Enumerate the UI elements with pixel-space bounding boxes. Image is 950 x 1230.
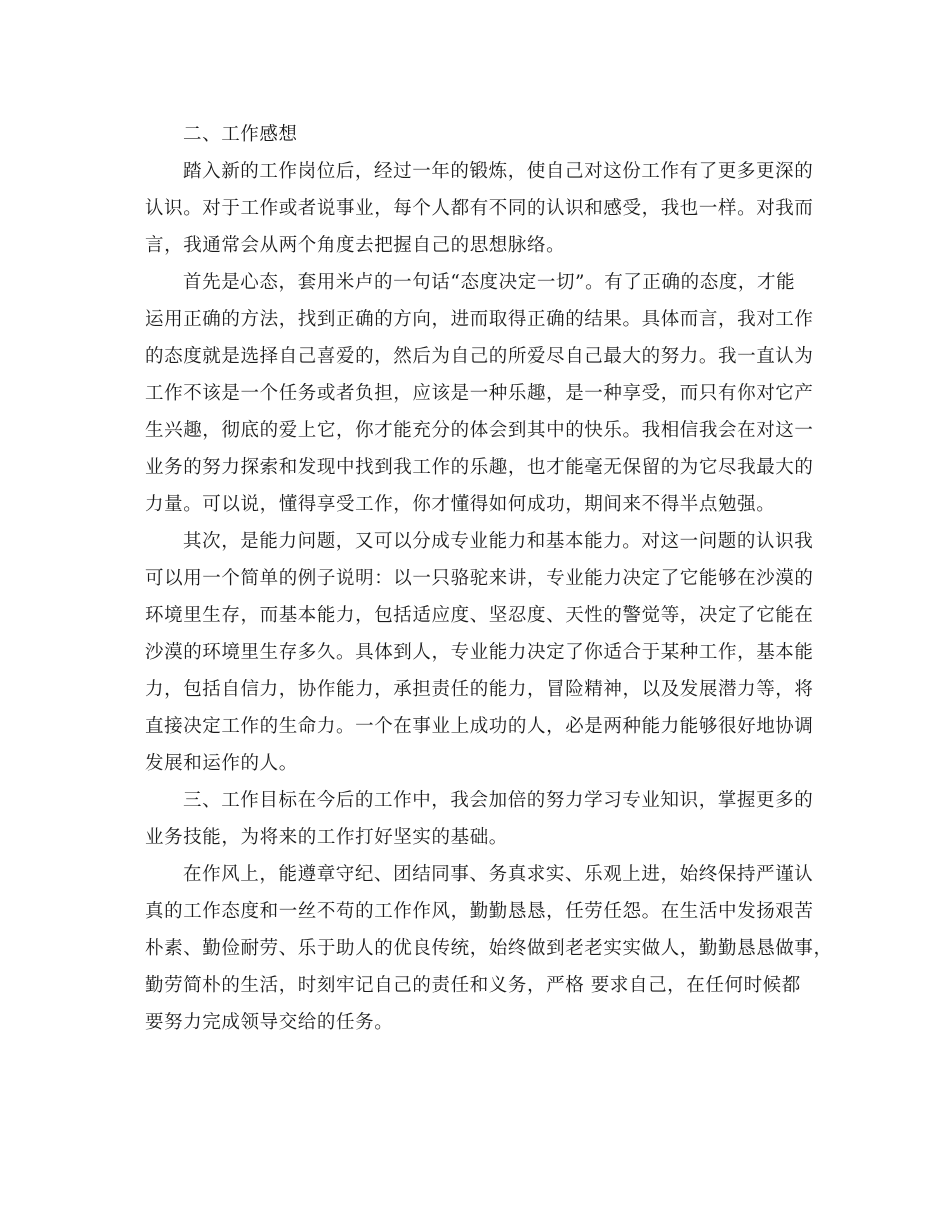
paragraph-line: 可以用一个简单的例子说明：以一只骆驼来讲，专业能力决定了它能够在沙漠的 — [145, 568, 814, 589]
paragraph-line: 朴素、勤俭耐劳、乐于助人的优良传统，始终做到老老实实做人，勤勤恳恳做事， — [145, 938, 833, 959]
paragraph-line: 认识。对于工作或者说事业，每个人都有不同的认识和感受，我也一样。对我而 — [145, 198, 814, 219]
paragraph-line: 环境里生存，而基本能力，包括适应度、坚忍度、天性的警觉等，决定了它能在 — [145, 605, 814, 626]
paragraph-line: 言，我通常会从两个角度去把握自己的思想脉络。 — [145, 235, 566, 256]
paragraph-line: 其次，是能力问题，又可以分成专业能力和基本能力。对这一问题的认识我 — [183, 531, 814, 552]
paragraph-line: 要努力完成领导交给的任务。 — [145, 1012, 394, 1033]
paragraph-line: 首先是心态，套用米卢的一句话“态度决定一切”。有了正确的态度，才能 — [183, 272, 796, 293]
section-heading-work-reflections: 二、工作感想 — [183, 124, 298, 145]
paragraph-line: 直接决定工作的生命力。一个在事业上成功的人，必是两种能力能够很好地协调 — [145, 716, 814, 737]
paragraph-line: 工作不该是一个任务或者负担，应该是一种乐趣，是一种享受，而只有你对它产 — [145, 383, 814, 404]
paragraph-line: 力量。可以说，懂得享受工作，你才懂得如何成功，期间来不得半点勉强。 — [145, 494, 776, 515]
paragraph-line: 在作风上，能遵章守纪、团结同事、务真求实、乐观上进，始终保持严谨认 — [183, 864, 814, 885]
paragraph-line: 业务的努力探索和发现中找到我工作的乐趣，也才能毫无保留的为它尽我最大的 — [145, 457, 814, 478]
paragraph-line: 真的工作态度和一丝不苟的工作作风，勤勤恳恳，任劳任怨。在生活中发扬艰苦 — [145, 901, 814, 922]
paragraph-line: 生兴趣，彻底的爱上它，你才能充分的体会到其中的快乐。我相信我会在对这一 — [145, 420, 814, 441]
paragraph-line: 力，包括自信力，协作能力，承担责任的能力，冒险精神，以及发展潜力等，将 — [145, 679, 814, 700]
paragraph-line: 运用正确的方法，找到正确的方向，进而取得正确的结果。具体而言，我对工作 — [145, 309, 814, 330]
document-body — [145, 116, 833, 1041]
paragraph-line: 沙漠的环境里生存多久。具体到人，专业能力决定了你适合于某种工作，基本能 — [145, 642, 814, 663]
paragraph-line: 发展和运作的人。 — [145, 753, 298, 774]
paragraph-line: 勤劳简朴的生活，时刻牢记自己的责任和义务，严格 要求自己，在任何时候都 — [145, 975, 801, 996]
paragraph-line: 踏入新的工作岗位后，经过一年的锻炼，使自己对这份工作有了更多更深的 — [183, 161, 814, 182]
paragraph-line: 的态度就是选择自己喜爱的，然后为自己的所爱尽自己最大的努力。我一直认为 — [145, 346, 814, 367]
paragraph-line: 业务技能，为将来的工作打好坚实的基础。 — [145, 827, 508, 848]
section-heading-work-goals: 三、工作目标在今后的工作中，我会加倍的努力学习专业知识，掌握更多的 — [183, 790, 814, 811]
